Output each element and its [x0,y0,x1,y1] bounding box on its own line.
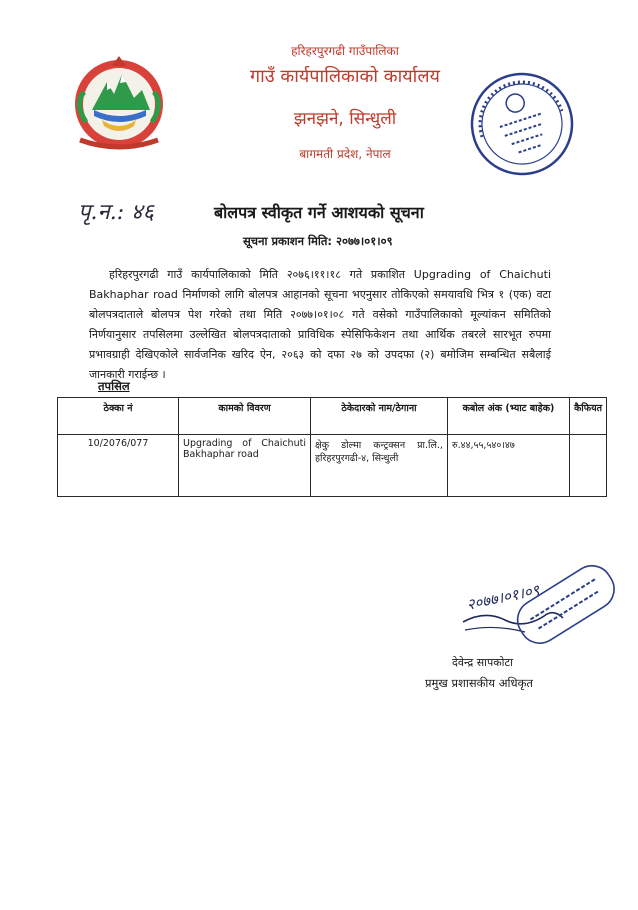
reference-number: पृ.न.: ४६ [78,200,154,225]
office-seal-stamp [466,68,578,180]
province-name: बागमती प्रदेश, नेपाल [299,147,391,161]
publication-date: सूचना प्रकाशन मिति: २०७७।०१।०९ [243,234,393,248]
cell-amount: रु.४४,५५,५४०।४७ [447,435,569,497]
municipality-name: हरिहरपुरगढी गाउँपालिका [291,44,399,58]
column-header-contractor: ठेकेदारको नाम/ठेगाना [310,398,447,435]
table-row [58,435,607,497]
notice-title: बोलपत्र स्वीकृत गर्ने आशयको सूचना [214,203,424,222]
column-header-amount: कबोल अंक (भ्याट बाहेक) [447,398,569,435]
details-heading: तपसिल [98,379,130,393]
office-name: गाउँ कार्यपालिकाको कार्यालय [250,66,440,87]
cell-work: Upgrading of Chaichuti Bakhaphar road [178,435,310,497]
column-header-work: कामको विवरण [178,398,310,435]
cell-contractor: क्षेकु डोल्मा कन्ट्रक्सन प्रा.लि., हरिहरपुरगढी-४, सिन्धुली [310,435,447,497]
column-header-remarks: कैफियत [569,398,606,435]
cell-contract-no: 10/2076/077 [58,435,179,497]
handwritten-date: २०७७।०१।०९ [465,580,542,614]
notice-body: हरिहरपुरगढी गाउँ कार्यपालिकाको मिति २०७६।११।१८ गते प्रकाशित Upgrading of Chaichuti Bakhaphar road निर्माणको लागि बोलपत्र आहानको सूचना भएनुसार तोकिएको समयावधि भित्र १ (एक) वटा बोलपत्रदाताले बोलपत्र पेश गरेको तथा मिति २०७७।०१।०८ गते वसेको गाउँपालिकाको मूल्यांकन समितिको निर्णयानुसार तपसिलमा उल्लेखित बोलपत्रदाताको प्राविधिक स्पेसिफिकेशन तथा आर्थिक तबरले सारभूत रुपमा प्रभावग्राही देखिएकोले सार्वजनिक खरिद ऐन, २०६३ को दफा २७ को उपदफा (२) बमोजिम सम्बन्धित सबैलाई जानकारी गराईन्छ । [89,268,551,381]
bid-details-table [57,397,607,497]
table-header-row [58,398,607,435]
signer-name: देवेन्द्र सापकोटा [452,656,513,669]
designation-stamp [500,565,630,645]
office-location: झनझने, सिन्धुली [293,109,397,129]
signer-designation: प्रमुख प्रशासकीय अधिकृत [425,676,533,690]
column-header-contract-no: ठेक्का नं [58,398,179,435]
cell-remarks [569,435,606,497]
